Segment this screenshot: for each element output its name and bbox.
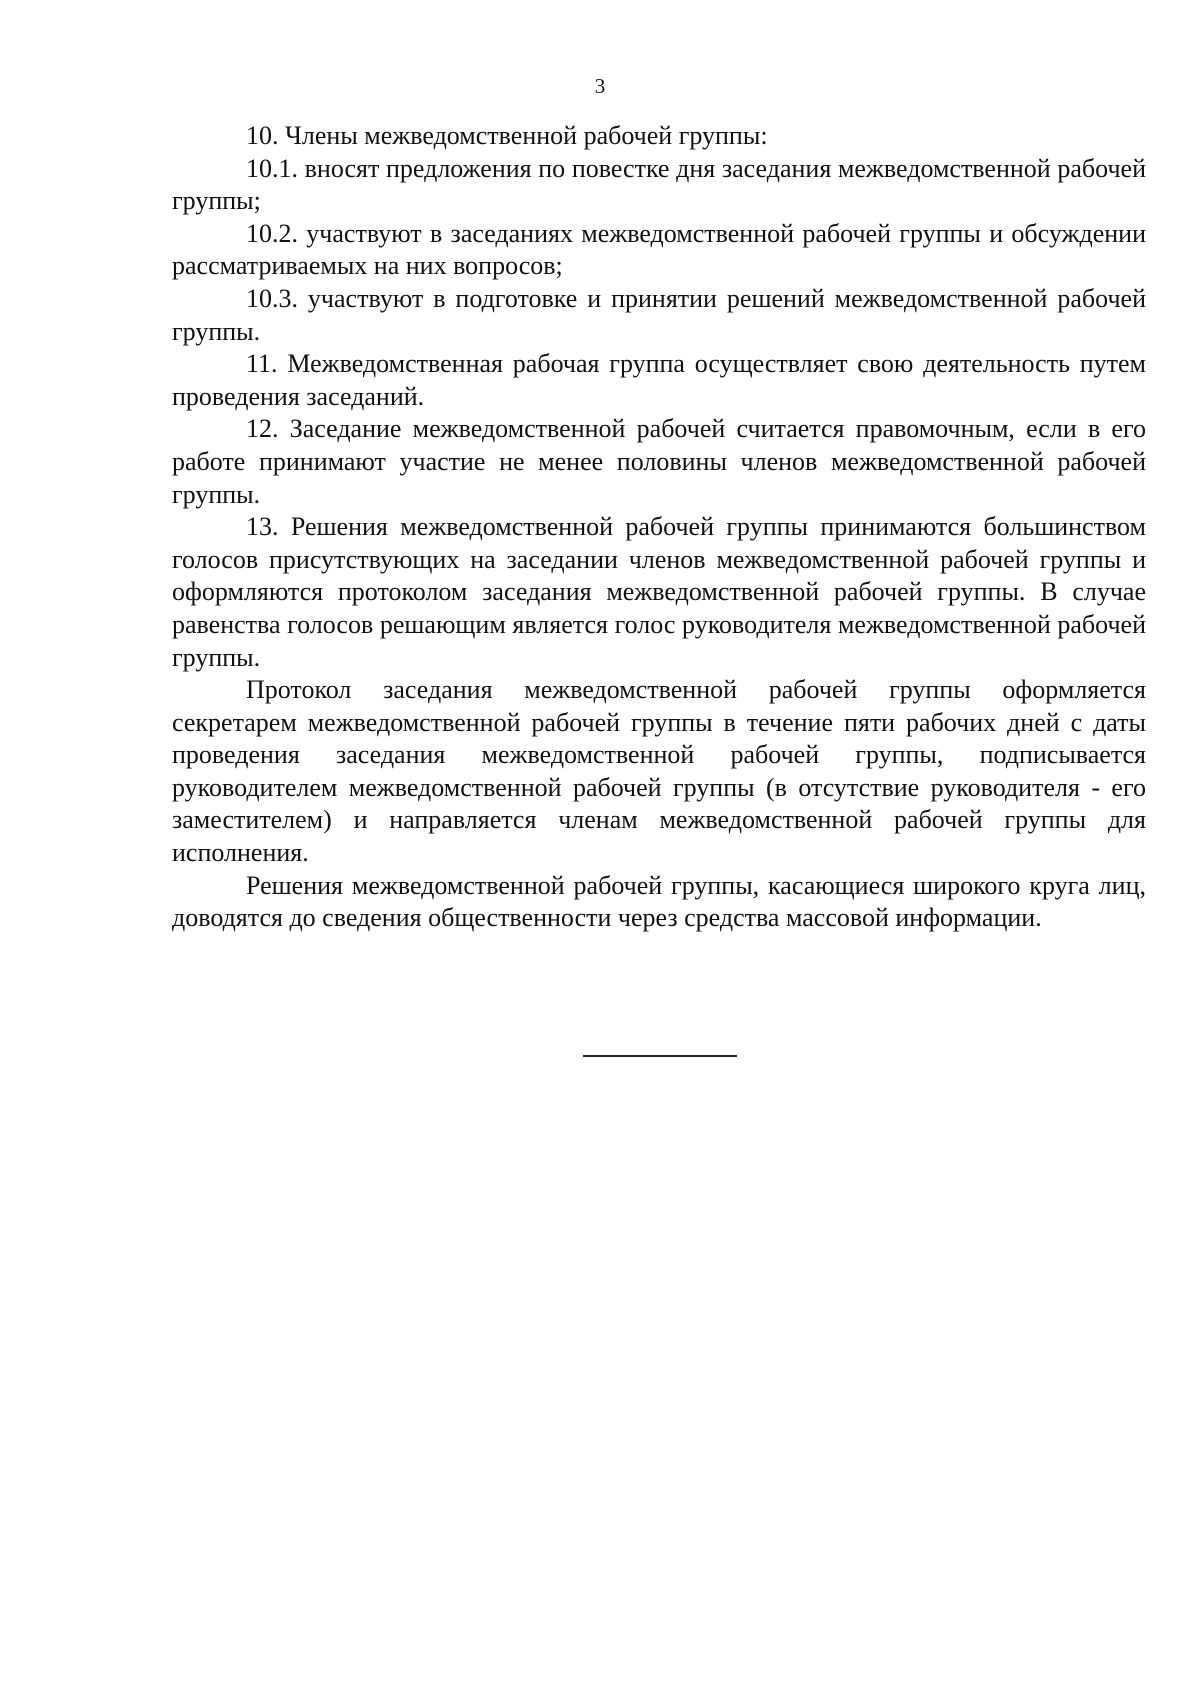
document-body bbox=[172, 120, 1146, 935]
page-number: 3 bbox=[594, 74, 606, 98]
paragraph-10-3: 10.3. участвуют в подготовке и принятии решений межведомственной рабочей группы. bbox=[172, 283, 1146, 346]
paragraph-10: 10. Члены межведомственной рабочей группы: bbox=[246, 121, 768, 150]
paragraph-decisions: Решения межведомственной рабочей группы, касающиеся широкого круга лиц, доводятся до сведения общественности через средства массовой информации. bbox=[172, 870, 1146, 933]
paragraph-12: 12. Заседание межведомственной рабочей считается правомочным, если в его работе принимают участие не менее половины членов межведомственной рабочей группы. bbox=[172, 414, 1146, 509]
paragraph-11: 11. Межведомственная рабочая группа осуществляет свою деятельность путем проведения заседаний. bbox=[172, 349, 1146, 411]
paragraph-13: 13. Решения межведомственной рабочей группы принимаются большинством голосов присутствующих на заседании членов межведомственной рабочей группы и оформляются протоколом заседания межведомственной рабочей группы. В случае равенства голосов решающим является голос руководителя межведомственной рабочей группы. bbox=[172, 512, 1146, 672]
paragraph-10-2: 10.2. участвуют в заседаниях межведомственной рабочей группы и обсуждении рассматриваемых на них вопросов; bbox=[172, 218, 1146, 281]
end-divider-line bbox=[583, 1055, 737, 1057]
paragraph-protocol: Протокол заседания межведомственной рабочей группы оформляется секретарем межведомственной рабочей группы в течение пяти рабочих дней с даты проведения заседания межведомственной рабочей группы, подписывается руководителем межведомственной рабочей группы (в отсутствие руководителя - его заместителем) и направляется членам межведомственной рабочей группы для исполнения. bbox=[172, 675, 1146, 868]
paragraph-10-1: 10.1. вносят предложения по повестке дня заседания межведомственной рабочей группы; bbox=[172, 153, 1146, 216]
